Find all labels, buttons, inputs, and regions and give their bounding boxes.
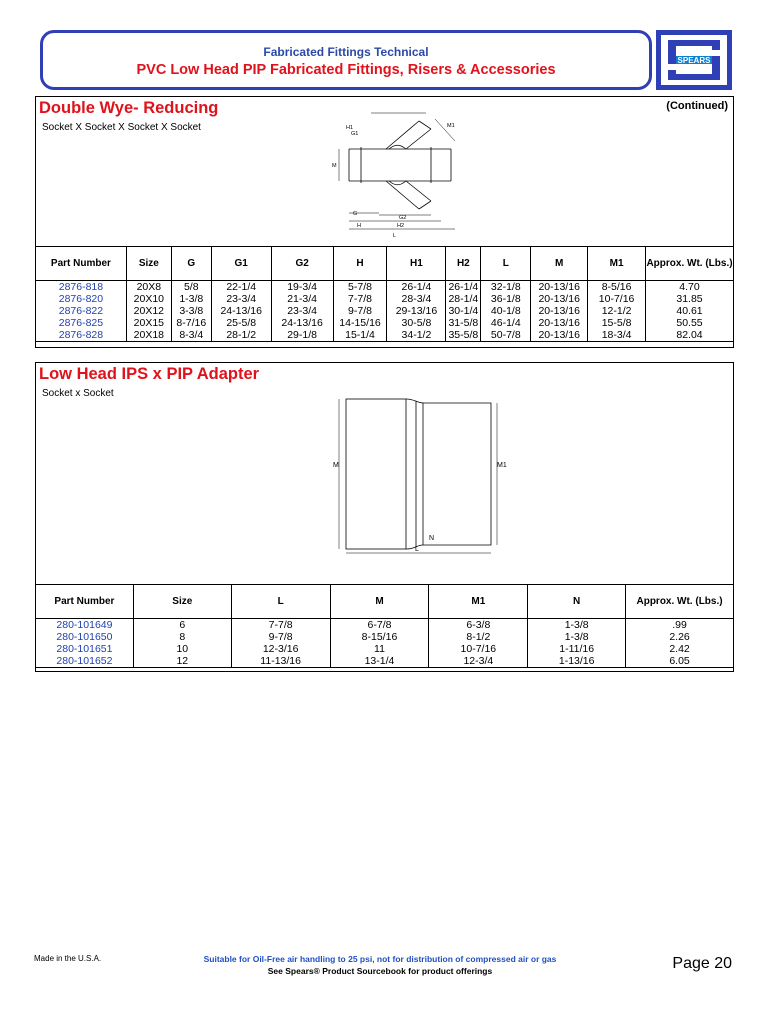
th-h2: H2: [446, 247, 481, 281]
table-cell: 20-13/16: [531, 305, 588, 317]
part-number-cell[interactable]: 2876-825: [36, 317, 127, 329]
table-cell: 3-3/8: [171, 305, 211, 317]
table-cell: 24-13/16: [211, 305, 271, 317]
table-cell: 40.61: [646, 305, 734, 317]
table-cell: 7-7/8: [333, 293, 387, 305]
adapter-table: [35, 584, 734, 668]
table-cell: 30-1/4: [446, 305, 481, 317]
label-h1: H1: [346, 125, 354, 131]
table-cell: 1-3/8: [528, 631, 626, 643]
table-cell: 50.55: [646, 317, 734, 329]
section-subtitle: Socket x Socket: [42, 388, 114, 399]
logo-text: SPEARS: [677, 56, 711, 65]
label-g1: G1: [351, 131, 359, 137]
part-number-cell[interactable]: 2876-828: [36, 329, 127, 342]
table-cell: 26-1/4: [446, 281, 481, 294]
th-part-number: Part Number: [36, 585, 134, 619]
table-cell: 8-3/4: [171, 329, 211, 342]
double-wye-table: [35, 246, 734, 342]
double-wye-drawing: [331, 105, 481, 241]
table-cell: 1-11/16: [528, 643, 626, 655]
table-cell: 12-3/16: [231, 643, 330, 655]
table-cell: 30-5/8: [387, 317, 446, 329]
table-cell: 8-15/16: [330, 631, 429, 643]
part-number-cell[interactable]: 2876-822: [36, 305, 127, 317]
header-title: PVC Low Head PIP Fabricated Fittings, Risers & Accessories: [136, 62, 556, 78]
header-subtitle: Fabricated Fittings Technical: [263, 45, 429, 59]
table-cell: 9-7/8: [231, 631, 330, 643]
table-row: [36, 317, 734, 329]
section-title: Low Head IPS x PIP Adapter: [39, 365, 260, 383]
footer-line1: Suitable for Oil-Free air handling to 25 psi, not for distribution of compressed air or gas: [203, 954, 557, 964]
table-cell: 29-1/8: [271, 329, 333, 342]
table-cell: 2.26: [626, 631, 734, 643]
th-part-number: Part Number: [36, 247, 127, 281]
footer-notes: [180, 953, 580, 977]
table-cell: 40-1/8: [481, 305, 531, 317]
table-cell: 12-1/2: [588, 305, 646, 317]
table-cell: 6-3/8: [429, 619, 528, 632]
table-cell: 20-13/16: [531, 293, 588, 305]
th-m1: M1: [429, 585, 528, 619]
table-cell: 1-3/8: [528, 619, 626, 632]
label-m: M: [333, 462, 339, 469]
table-cell: 28-1/4: [446, 293, 481, 305]
section-adapter: [35, 362, 734, 672]
table-cell: 32-1/8: [481, 281, 531, 294]
th-m1: M1: [588, 247, 646, 281]
th-g: G: [171, 247, 211, 281]
th-h: H: [333, 247, 387, 281]
section-title: Double Wye- Reducing: [39, 99, 219, 117]
label-m1: M1: [447, 123, 455, 129]
label-n: N: [429, 535, 435, 542]
table-cell: 8-7/16: [171, 317, 211, 329]
table-cell: 23-3/4: [211, 293, 271, 305]
table-cell: 20-13/16: [531, 281, 588, 294]
table-cell: 29-13/16: [387, 305, 446, 317]
label-g2: G2: [399, 215, 407, 221]
table-row: [36, 619, 734, 632]
table-cell: 82.04: [646, 329, 734, 342]
table-row: [36, 643, 734, 655]
section-double-wye: [35, 96, 734, 348]
table-cell: 35-5/8: [446, 329, 481, 342]
table-cell: 31.85: [646, 293, 734, 305]
table-cell: 7-7/8: [231, 619, 330, 632]
continued-label: (Continued): [666, 100, 728, 112]
table-cell: 5/8: [171, 281, 211, 294]
table-cell: 1-3/8: [171, 293, 211, 305]
th-weight: Approx. Wt. (Lbs.): [646, 247, 734, 281]
label-g: G: [353, 211, 358, 217]
table-row: [36, 281, 734, 294]
th-m: M: [330, 585, 429, 619]
adapter-drawing: [331, 393, 541, 557]
th-weight: Approx. Wt. (Lbs.): [626, 585, 734, 619]
table-cell: 28-1/2: [211, 329, 271, 342]
table-cell: .99: [626, 619, 734, 632]
table-cell: 6.05: [626, 655, 734, 668]
table-cell: 36-1/8: [481, 293, 531, 305]
section-subtitle: Socket X Socket X Socket X Socket: [42, 122, 201, 133]
table-cell: 20X15: [126, 317, 171, 329]
table-cell: 26-1/4: [387, 281, 446, 294]
table-cell: 31-5/8: [446, 317, 481, 329]
th-n: N: [528, 585, 626, 619]
table-cell: 46-1/4: [481, 317, 531, 329]
table-cell: 20-13/16: [531, 329, 588, 342]
table-cell: 4.70: [646, 281, 734, 294]
th-l: L: [481, 247, 531, 281]
th-size: Size: [126, 247, 171, 281]
th-l: L: [231, 585, 330, 619]
th-g2: G2: [271, 247, 333, 281]
part-number-cell[interactable]: 280-101652: [36, 655, 134, 668]
table-cell: 6: [133, 619, 231, 632]
part-number-cell[interactable]: 2876-818: [36, 281, 127, 294]
table-cell: 10-7/16: [429, 643, 528, 655]
table-cell: 28-3/4: [387, 293, 446, 305]
table-cell: 19-3/4: [271, 281, 333, 294]
header-box: [40, 30, 652, 90]
table-cell: 20-13/16: [531, 317, 588, 329]
table-cell: 23-3/4: [271, 305, 333, 317]
th-h1: H1: [387, 247, 446, 281]
table-cell: 20X8: [126, 281, 171, 294]
table-cell: 15-5/8: [588, 317, 646, 329]
spears-logo: [656, 30, 732, 90]
made-in-usa: Made in the U.S.A.: [34, 954, 102, 963]
table-cell: 11-13/16: [231, 655, 330, 668]
table-cell: 10: [133, 643, 231, 655]
table-cell: 1-13/16: [528, 655, 626, 668]
table-row: [36, 655, 734, 668]
table-cell: 15-1/4: [333, 329, 387, 342]
page-number: Page 20: [672, 955, 732, 972]
label-h2: H2: [397, 223, 405, 229]
table-cell: 21-3/4: [271, 293, 333, 305]
part-number-cell[interactable]: 280-101650: [36, 631, 134, 643]
footer-line2: See Spears® Product Sourcebook for product offerings: [267, 966, 493, 976]
table-cell: 8: [133, 631, 231, 643]
label-h: H: [357, 223, 361, 229]
th-size: Size: [133, 585, 231, 619]
table-cell: 12: [133, 655, 231, 668]
table-row: [36, 305, 734, 317]
label-l: L: [415, 546, 419, 553]
table-cell: 10-7/16: [588, 293, 646, 305]
label-l: L: [393, 233, 397, 239]
table-cell: 8-5/16: [588, 281, 646, 294]
label-m: M: [332, 163, 337, 169]
table-cell: 50-7/8: [481, 329, 531, 342]
table-row: [36, 329, 734, 342]
table-cell: 25-5/8: [211, 317, 271, 329]
table-cell: 14-15/16: [333, 317, 387, 329]
part-number-cell[interactable]: 280-101651: [36, 643, 134, 655]
table-cell: 8-1/2: [429, 631, 528, 643]
table-cell: 22-1/4: [211, 281, 271, 294]
table-cell: 13-1/4: [330, 655, 429, 668]
part-number-cell[interactable]: 2876-820: [36, 293, 127, 305]
table-row: [36, 631, 734, 643]
table-cell: 12-3/4: [429, 655, 528, 668]
table-cell: 18-3/4: [588, 329, 646, 342]
table-cell: 34-1/2: [387, 329, 446, 342]
th-m: M: [531, 247, 588, 281]
table-cell: 2.42: [626, 643, 734, 655]
label-m1: M1: [497, 462, 507, 469]
table-cell: 20X12: [126, 305, 171, 317]
table-cell: 9-7/8: [333, 305, 387, 317]
table-cell: 5-7/8: [333, 281, 387, 294]
table-cell: 11: [330, 643, 429, 655]
table-row: [36, 293, 734, 305]
th-g1: G1: [211, 247, 271, 281]
table-cell: 24-13/16: [271, 317, 333, 329]
part-number-cell[interactable]: 280-101649: [36, 619, 134, 632]
table-cell: 20X10: [126, 293, 171, 305]
table-cell: 20X18: [126, 329, 171, 342]
table-cell: 6-7/8: [330, 619, 429, 632]
